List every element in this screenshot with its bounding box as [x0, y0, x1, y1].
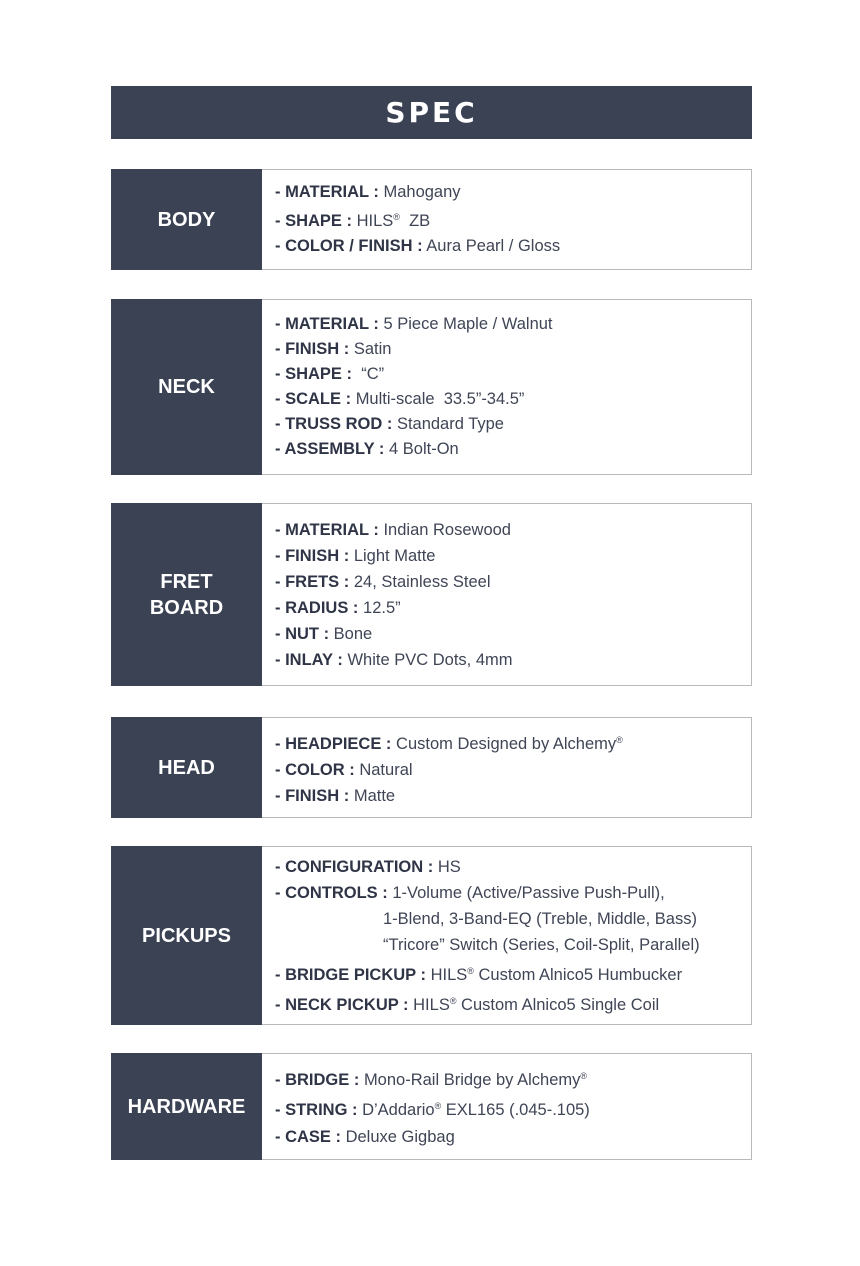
spec-value: White PVC Dots, 4mm — [347, 650, 513, 669]
spec-value: Aura Pearl / Gloss — [426, 237, 561, 255]
spec-continuation: “Tricore” Switch (Series, Coil-Split, Parallel) — [383, 935, 700, 954]
section-label: HARDWARE — [111, 1053, 262, 1160]
spec-item — [275, 234, 751, 259]
registered-mark: ® — [580, 1070, 588, 1081]
spec-item — [275, 783, 751, 809]
spec-list — [262, 847, 751, 1024]
registered-mark: ® — [393, 212, 400, 222]
spec-item — [275, 180, 751, 205]
spec-key: - MATERIAL : — [275, 315, 379, 333]
spec-item — [275, 854, 751, 880]
spec-key: - HEADPIECE : — [275, 734, 392, 753]
spec-key: - BRIDGE PICKUP : — [275, 965, 426, 984]
spec-key: - FINISH : — [275, 340, 350, 358]
spec-key: - NECK PICKUP : — [275, 995, 409, 1014]
spec-key: - FINISH : — [275, 786, 350, 805]
spec-list — [262, 718, 751, 817]
registered-mark: ® — [616, 734, 623, 745]
spec-item — [275, 647, 751, 673]
spec-value: Matte — [353, 786, 396, 805]
spec-key: - FINISH : — [275, 546, 350, 565]
spec-item — [275, 312, 751, 337]
spec-key: - SHAPE : — [275, 365, 353, 383]
spec-value: Standard Type — [396, 415, 504, 433]
spec-value: Satin — [353, 340, 392, 358]
spec-value: 4 Bolt-On — [389, 440, 459, 458]
spec-key: - INLAY : — [275, 650, 343, 669]
spec-value: D’Addario — [362, 1101, 435, 1120]
spec-value: Mono-Rail Bridge by Alchemy — [363, 1070, 581, 1089]
spec-value: Custom Designed by Alchemy — [396, 734, 617, 753]
spec-key: - CONTROLS : — [275, 883, 388, 902]
spec-value: 1-Volume (Active/Passive Push-Pull), — [392, 883, 665, 902]
spec-item — [275, 412, 751, 437]
section-pickups — [111, 846, 752, 1025]
spec-value: Bone — [333, 624, 373, 643]
spec-list — [262, 504, 751, 685]
spec-key: - NUT : — [275, 624, 330, 643]
spec-key: - ASSEMBLY : — [275, 440, 385, 458]
section-fretboard — [111, 503, 752, 686]
section-hardware — [111, 1053, 752, 1160]
spec-list — [262, 170, 751, 269]
spec-item — [275, 517, 751, 543]
spec-value: 12.5” — [363, 598, 401, 617]
spec-value: EXL165 (.045-.105) — [441, 1101, 590, 1120]
section-neck — [111, 299, 752, 475]
spec-item — [275, 621, 751, 647]
spec-value: HILS — [413, 995, 450, 1014]
spec-value: Deluxe Gigbag — [345, 1127, 455, 1146]
spec-list — [262, 1054, 751, 1159]
spec-value: Custom Alnico5 Humbucker — [473, 965, 683, 984]
section-body — [111, 169, 752, 270]
spec-value: ZB — [399, 212, 431, 230]
spec-item — [275, 337, 751, 362]
spec-key: - SCALE : — [275, 390, 352, 408]
spec-key: - COLOR : — [275, 760, 355, 779]
spec-item — [275, 958, 751, 988]
spec-key: - MATERIAL : — [275, 520, 379, 539]
spec-value: Indian Rosewood — [383, 520, 511, 539]
spec-key: - CASE : — [275, 1127, 341, 1146]
spec-key: - CONFIGURATION : — [275, 857, 434, 876]
section-head — [111, 717, 752, 818]
spec-item — [275, 437, 751, 462]
spec-value: 5 Piece Maple / Walnut — [383, 315, 553, 333]
spec-list — [262, 300, 751, 474]
section-label: HEAD — [111, 717, 262, 818]
registered-mark: ® — [434, 1101, 442, 1112]
spec-item — [275, 569, 751, 595]
spec-key: - SHAPE : — [275, 212, 353, 230]
spec-key: - FRETS : — [275, 572, 350, 591]
spec-key: - COLOR / FINISH : — [275, 237, 423, 255]
spec-continuation: 1-Blend, 3-Band-EQ (Treble, Middle, Bass) — [383, 909, 697, 928]
section-label: BODY — [111, 169, 262, 270]
spec-value: HILS — [430, 965, 468, 984]
section-label: FRET BOARD — [111, 503, 262, 686]
spec-item — [275, 387, 751, 412]
spec-value: Natural — [359, 760, 413, 779]
spec-item — [275, 757, 751, 783]
spec-key: - STRING : — [275, 1101, 358, 1120]
spec-key: - RADIUS : — [275, 598, 359, 617]
spec-value: Light Matte — [353, 546, 436, 565]
spec-item — [275, 880, 751, 906]
section-label: PICKUPS — [111, 846, 262, 1025]
registered-mark: ® — [467, 965, 474, 976]
spec-value: “C” — [356, 365, 385, 383]
spec-item — [275, 1093, 751, 1124]
section-label: NECK — [111, 299, 262, 475]
spec-item — [275, 205, 751, 234]
spec-item — [275, 727, 751, 757]
registered-mark: ® — [449, 995, 457, 1006]
spec-item — [275, 362, 751, 387]
spec-value: Multi-scale 33.5”-34.5” — [355, 390, 525, 408]
spec-key: - TRUSS ROD : — [275, 415, 393, 433]
spec-item — [275, 1124, 751, 1151]
spec-item — [275, 988, 751, 1018]
spec-key: - BRIDGE : — [275, 1070, 360, 1089]
spec-value: 24, Stainless Steel — [353, 572, 491, 591]
spec-key: - MATERIAL : — [275, 183, 379, 201]
spec-value: Custom Alnico5 Single Coil — [456, 995, 660, 1014]
spec-value: Mahogany — [383, 183, 461, 201]
spec-item — [275, 543, 751, 569]
spec-value: HILS — [356, 212, 394, 230]
spec-value: HS — [437, 857, 461, 876]
page-title: SPEC — [111, 86, 752, 139]
spec-item — [275, 1063, 751, 1094]
spec-item — [275, 595, 751, 621]
